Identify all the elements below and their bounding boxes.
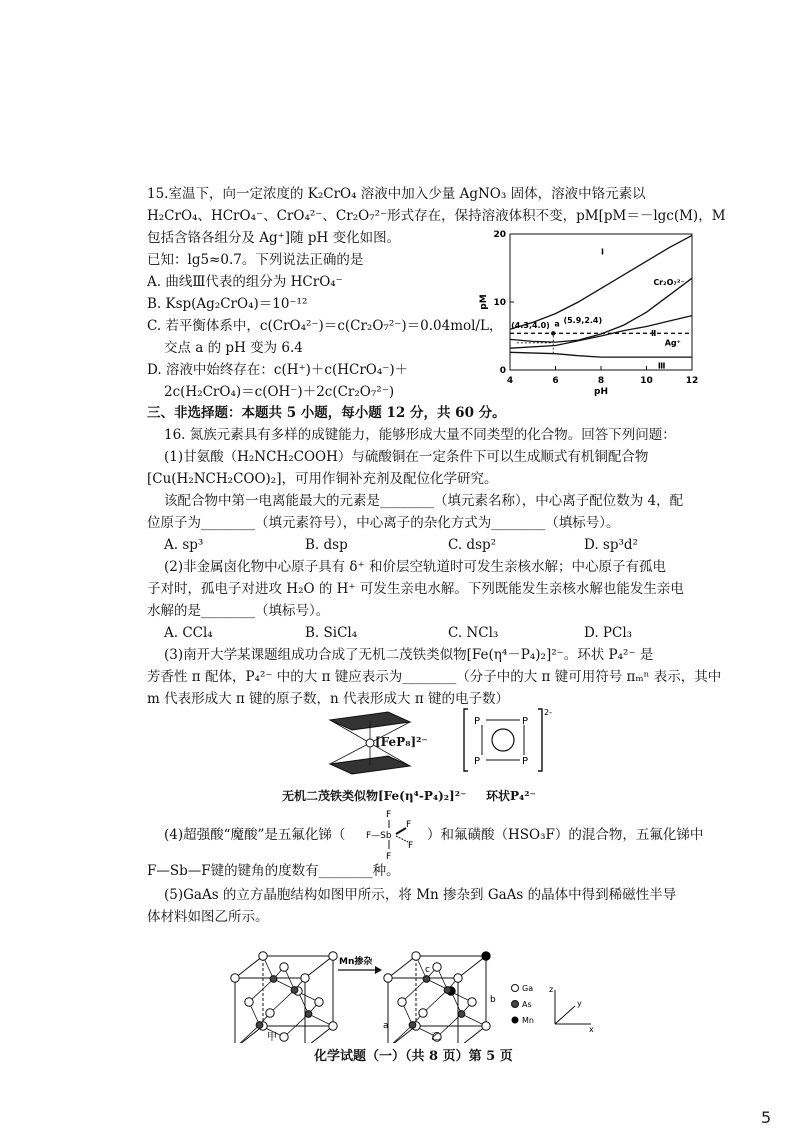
as-atom-0 (409, 1022, 416, 1029)
ga-corner-atom-5 (482, 1022, 490, 1030)
point-a-label: a (383, 1021, 389, 1031)
p-atom-2: P (522, 716, 529, 727)
yi-caption: 乙 (431, 1032, 441, 1043)
q16-p2-option-b: B. SiCl₄ (305, 625, 358, 641)
ga-face-atom-3 (468, 998, 476, 1006)
ga-corner-atom-6 (454, 974, 462, 982)
jia-caption: 甲 (267, 1032, 277, 1043)
x-tick-label-2: 8 (597, 376, 605, 386)
ga-corner-atom-5 (329, 1022, 337, 1030)
q16-p4-line1a: (4)超强酸“魔酸”是五氟化锑（ (164, 827, 346, 843)
series-label-1: Cr₂O₇²⁻ (653, 278, 685, 287)
ga-corner-atom-7 (482, 952, 490, 960)
series-label-3: Ag⁺ (664, 338, 681, 348)
series-label-2: Ⅱ (651, 329, 657, 338)
q15-stem-line3: 包括含铬各组分及 Ag⁺]随 pH 变化如图。 (147, 230, 401, 246)
series-line-4 (510, 352, 692, 357)
axis-z-label: z (549, 985, 554, 994)
y-axis-arrow (555, 1006, 575, 1024)
x-axis-label: pH (594, 387, 608, 397)
ga-corner-atom-2 (231, 974, 239, 982)
as-atom-0 (256, 1022, 263, 1029)
ga-face-atom-2 (398, 998, 406, 1006)
sbf5-f-right1: F (406, 820, 412, 830)
ga-corner-atom-3 (259, 952, 267, 960)
q16-p1-option-c: C. dsp² (448, 537, 497, 553)
x-tick-label-0: 4 (506, 376, 514, 386)
x-tick-label-1: 6 (552, 376, 559, 386)
bond-1-1 (270, 990, 295, 1013)
y-tick-label-2: 20 (493, 230, 506, 240)
ga-face-atom-0 (419, 1009, 427, 1017)
q16-p3-line1: (3)南开大学某课题组成功合成了无机二茂铁类似物[Fe(η⁴－P₄)₂]²⁻。环状 P₄²⁻ 是 (164, 647, 654, 663)
ga-face-atom-0 (266, 1009, 274, 1017)
q16-p2-option-c: C. NCl₃ (448, 625, 499, 641)
legend-ga: Ga (522, 984, 534, 993)
cyclic-p4-caption: 环状P₄²⁻ (486, 789, 536, 803)
cell-edge-8 (305, 1026, 333, 1043)
q16-p1-line4: 位原子为________（填元素符号），中心离子的杂化方式为________（填标号）。 (147, 515, 620, 531)
cell-edge-11 (458, 956, 486, 978)
ga-corner-atom-3 (412, 952, 420, 960)
q16-p5-line1: (5)GaAs 的立方晶胞结构如图甲所示，将 Mn 掺杂到 GaAs 的晶体中得到稀磁性半导 (164, 887, 677, 903)
cell-edge-11 (305, 956, 333, 978)
q15-option-b: B. Ksp(Ag₂CrO₄)＝10⁻¹² (147, 296, 308, 312)
series-label-4: Ⅲ (657, 361, 666, 371)
cell-edge-5 (235, 956, 263, 978)
ferrocene-caption: 无机二茂铁类似物[Fe(η⁴-P₄)₂]²⁻ (282, 789, 467, 803)
y-axis-label: pM (479, 294, 489, 310)
q16-p2-option-d: D. PCl₃ (584, 625, 633, 641)
doping-arrow-label: Mn掺杂 (339, 957, 373, 967)
q15-option-d-cont: 2c(H₂CrO₄)＝c(OH⁻)＋2c(Cr₂O₇²⁻) (164, 384, 395, 400)
q15-option-c: C. 若平衡体系中，c(CrO₄²⁻)＝c(Cr₂O₇²⁻)＝0.04mol/L， (147, 318, 503, 334)
series-label-0: Ⅰ (601, 247, 604, 257)
q16-p1-option-a: A. sp³ (164, 537, 204, 553)
as-atom-3 (270, 976, 277, 983)
sbf5-f-bottom: F (386, 852, 392, 862)
cell-edge-8 (458, 1026, 486, 1043)
as-atom-1 (291, 987, 298, 994)
point-c-label: c (425, 965, 430, 975)
q16-p2-line3: 水解的是________（填标号）。 (147, 603, 330, 619)
q15-option-a: A. 曲线Ⅲ代表的组分为 HCrO₄⁻ (147, 274, 343, 290)
fep8-label: [FeP₈]²⁻ (375, 735, 428, 749)
ga-corner-atom-7 (329, 952, 337, 960)
pm-ph-chart (470, 228, 700, 400)
q16-intro: 16. 氮族元素具有多样的成键能力，能够形成大量不同类型的化合物。回答下列问题： (164, 427, 676, 443)
cyclic-p4-figure (460, 705, 560, 775)
q16-p1-line3: 该配合物中第一电离能最大的元素是________（填元素名称），中心离子配位数为 4，配 (164, 493, 684, 509)
bond-3-2 (402, 979, 427, 1002)
q15-stem-line4: 已知：lg5≈0.7。下列说法正确的是 (147, 252, 364, 268)
ga-face-atom-3 (315, 998, 323, 1006)
section3-header: 三、非选择题：本题共 5 小题，每小题 12 分，共 60 分。 (147, 405, 506, 421)
q15-stem-line1: 15.室温下，向一定浓度的 K₂CrO₄ 溶液中加入少量 AgNO₃ 固体，溶液中铬元素以 (147, 186, 646, 202)
fe-atom (366, 739, 374, 747)
crystal-cells-figure (225, 928, 615, 1043)
sbf5-f-right2: F (408, 841, 414, 851)
legend-as: As (522, 1000, 532, 1009)
p-atom-3: P (474, 756, 481, 767)
axis-y-label: y (577, 999, 582, 1008)
annotation-point-1: (4.3,4.0) (511, 320, 550, 330)
mn-doped-cell-yi (384, 952, 490, 1043)
sbf5-f-top: F (386, 810, 392, 820)
ga-face-atom-2 (245, 998, 253, 1006)
page-footer: 化学试题（一）（共 8 页）第 5 页 (314, 1049, 513, 1064)
x-tick-label-3: 10 (640, 376, 653, 386)
q15-option-c-cont: 交点 a 的 pH 变为 6.4 (164, 340, 303, 356)
as-atom-1 (444, 987, 451, 994)
sbf5-structure (362, 806, 428, 862)
annotation-point-2: (5.9,2.4) (563, 316, 603, 326)
gaas-cell-jia (231, 952, 337, 1043)
axis-x-label: x (589, 1025, 594, 1034)
bond-0-0 (388, 1025, 413, 1043)
y-tick-label-1: 10 (493, 298, 506, 308)
p-atom-4: P (522, 756, 529, 767)
q16-p3-line3: m 代表形成大 π 键的原子数，n 代表形成大 π 键的电子数） (147, 691, 509, 707)
q15-stem-line2: H₂CrO₄、HCrO₄⁻、CrO₄²⁻、Cr₂O₇²⁻形式存在，保持溶液体积不变，pM[pM＝－lgc(M)，M (147, 208, 726, 224)
q16-p1-line2: [Cu(H₂NCH₂COO)₂]，可用作铜补充剂及配位化学研究。 (147, 471, 498, 487)
bond-1-1 (423, 990, 448, 1013)
ga-face-atom-4 (280, 1033, 288, 1041)
bond-3-2 (249, 979, 274, 1002)
x-tick-label-4: 12 (685, 376, 699, 386)
q16-p4-line1b: ）和氟磺酸（HSO₃F）的混合物，五氟化锑中 (427, 827, 704, 843)
q16-p2-option-a: A. CCl₄ (164, 625, 213, 641)
as-atom-3 (423, 976, 430, 983)
point-b-label: b (490, 995, 496, 1005)
legend-mn: Mn (522, 1016, 534, 1025)
q16-p1-line1: (1)甘氨酸（H₂NCH₂COOH）与硫酸铜在一定条件下可以生成顺式有机铜配合物 (164, 449, 649, 465)
ga-face-atom-5 (433, 963, 441, 971)
p-atom-1: P (474, 716, 481, 727)
as-atom-2 (458, 1011, 465, 1018)
q16-p1-option-d: D. sp³d² (584, 537, 638, 553)
q16-p1-option-b: B. dsp (305, 537, 348, 553)
ga-face-atom-5 (280, 963, 288, 971)
legend-mn-icon (512, 1017, 519, 1024)
annotation-a: a (554, 319, 560, 329)
ga-corner-atom-6 (301, 974, 309, 982)
ga-corner-atom-2 (384, 974, 392, 982)
p4-charge: 2- (544, 708, 552, 717)
sbf5-f-sb: F—Sb (366, 831, 392, 841)
as-atom-2 (305, 1011, 312, 1018)
q16-p2-line2: 子对时，孤电子对进攻 H₂O 的 H⁺ 可发生亲电水解。下列既能发生亲核水解也能发生亲电 (147, 581, 684, 597)
cell-edge-5 (388, 956, 416, 978)
aromatic-ring-circle (492, 729, 514, 751)
page-number: 5 (761, 1108, 772, 1127)
bond-0-0 (235, 1025, 260, 1043)
q16-p4-line2: F—Sb—F键的键角的度数有________种。 (147, 863, 400, 879)
y-tick-label-0: 0 (499, 366, 506, 376)
q15-option-d: D. 溶液中始终存在：c(H⁺)＋c(HCrO₄⁻)＋ (147, 362, 409, 378)
q16-p5-line2: 体材料如图乙所示。 (147, 909, 269, 925)
q16-p3-line2: 芳香性 π 配体，P₄²⁻ 中的大 π 键应表示为________（分子中的大 π 键可用符号 πₘⁿ 表示，其中 (147, 669, 722, 685)
legend-ga-icon (512, 985, 519, 992)
legend-as-icon (512, 1001, 519, 1008)
q16-p2-line1: (2)非金属卤化物中心原子具有 δ⁺ 和价层空轨道时可发生亲核水解；中心原子有孤电 (164, 559, 666, 575)
